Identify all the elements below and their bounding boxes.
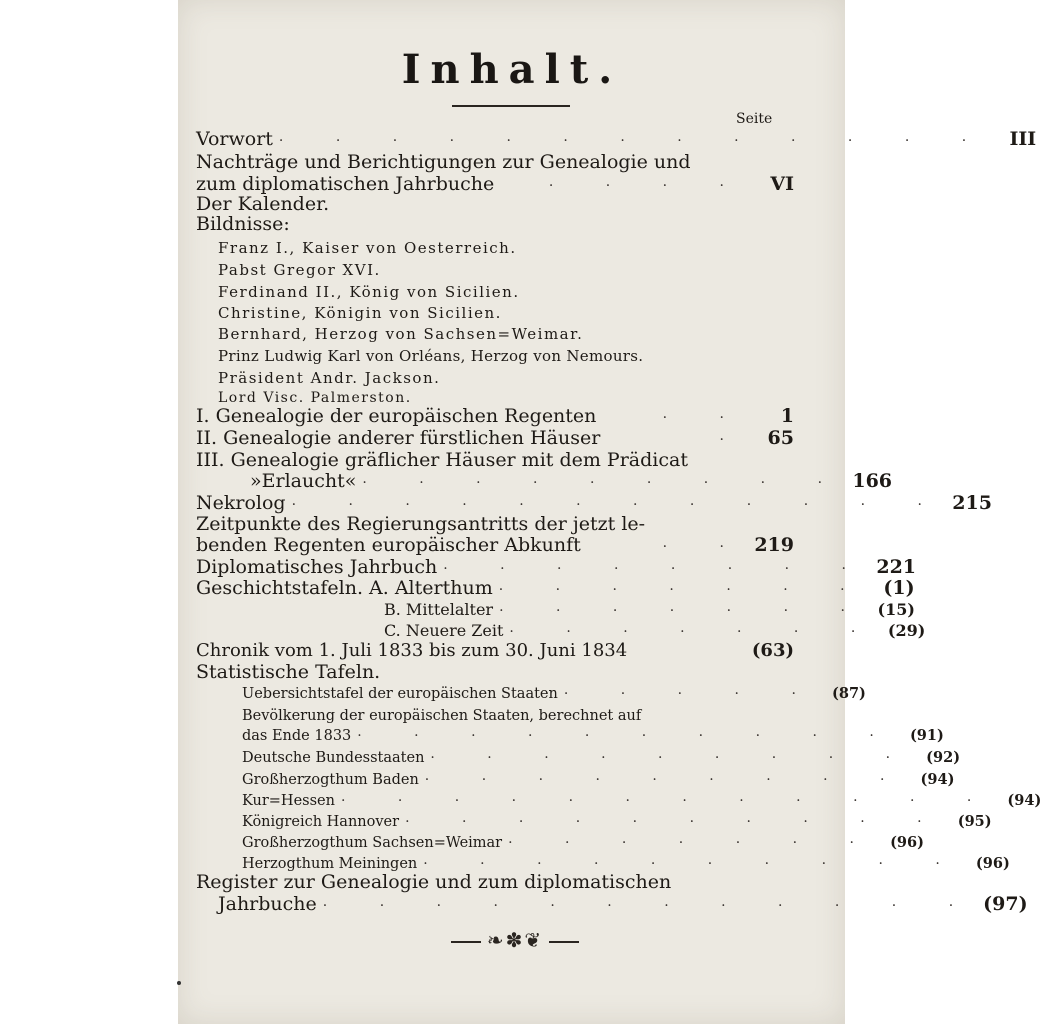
entry-text: Präsident Andr. Jackson.	[218, 369, 441, 387]
toc-entry-nachtraege	[196, 150, 794, 174]
entry-text: Nachträge und Berichtigungen zur Genealogie und	[196, 151, 691, 173]
leader-dots: · · · · · · · · · · · ·	[322, 898, 978, 914]
entry-page: 215	[952, 492, 992, 514]
entry-page: (97)	[983, 893, 1028, 915]
leader-dots: · · · · · · · · · ·	[357, 728, 898, 744]
ornament-divider: ❧✽❦	[400, 928, 630, 952]
entry-text: Chronik vom 1. Juli 1833 bis zum 30. Juni 1834	[196, 640, 628, 661]
toc-entry-geschichtstafeln-a	[196, 576, 915, 600]
entry-page: (91)	[909, 727, 944, 744]
entry-page: (87)	[832, 685, 866, 702]
entry-page: (96)	[890, 834, 924, 851]
leader-dots: · · · · · · ·	[498, 582, 869, 598]
entry-page: VI	[770, 173, 794, 195]
leader-dots: · ·	[662, 410, 748, 426]
leader-dots: ·	[719, 432, 748, 448]
entry-text: B. Mittelalter	[384, 600, 494, 619]
entry-page: III	[1009, 128, 1037, 150]
entry-text: Vorwort	[196, 128, 273, 150]
toc-entry-zeitpunkte-cont	[196, 533, 794, 557]
entry-text: Herzogthum Meiningen	[242, 856, 418, 872]
entry-text: C. Neuere Zeit	[384, 621, 504, 640]
entry-text: Großherzogthum Baden	[242, 772, 419, 788]
seite-label: Seite	[736, 111, 773, 127]
toc-entry-register-cont	[218, 892, 1028, 916]
leader-dots: · · · · · · · · ·	[424, 772, 909, 788]
entry-text: III. Genealogie gräflicher Häuser mit dem Prädicat	[196, 449, 688, 471]
ink-speck	[177, 981, 181, 985]
entry-text: Ferdinand II., König von Sicilien.	[218, 283, 520, 301]
entry-page: (94)	[1007, 792, 1041, 809]
toc-entry-genealogie-1	[196, 404, 794, 428]
leader-dots: · · · · ·	[563, 686, 820, 702]
entry-text: zum diplomatischen Jahrbuche	[196, 173, 495, 195]
entry-text: Register zur Genealogie und zum diplomatischen	[196, 871, 672, 893]
entry-page: (96)	[975, 855, 1010, 872]
entry-page: 166	[852, 470, 893, 492]
entry-page: 219	[754, 534, 794, 556]
toc-entry-genealogie-2	[196, 426, 794, 450]
entry-text: Uebersichtstafel der europäischen Staaten	[242, 686, 558, 702]
entry-page: (94)	[920, 771, 955, 788]
entry-page: 1	[780, 405, 794, 427]
entry-page: (1)	[883, 577, 915, 599]
leader-dots: · · · · · · ·	[499, 603, 869, 619]
entry-text: Diplomatisches Jahrbuch	[196, 556, 438, 578]
entry-text: Großherzogthum Sachsen=Weimar	[242, 835, 503, 851]
entry-text: Bevölkerung der europäischen Staaten, berechnet auf	[242, 708, 642, 724]
entry-text: »Erlaucht«	[250, 470, 357, 492]
toc-stat-uebersicht	[242, 682, 866, 706]
entry-page: 65	[767, 427, 794, 449]
entry-page: 221	[876, 556, 917, 578]
title-rule	[452, 105, 570, 107]
entry-text: Königreich Hannover	[242, 814, 400, 830]
entry-text: Pabst Gregor XVI.	[218, 261, 381, 279]
toc-portrait-gregor	[218, 258, 794, 282]
toc-portrait-ludwig	[218, 344, 794, 368]
entry-text: Christine, Königin von Sicilien.	[218, 304, 502, 322]
entry-text: Franz I., Kaiser von Oesterreich.	[218, 239, 517, 257]
toc-portrait-bernhard	[218, 322, 794, 346]
leader-dots: · · · · · · · · · · · ·	[340, 793, 996, 809]
toc-entry-register	[196, 870, 794, 894]
entry-text: das Ende 1833	[242, 728, 352, 744]
toc-portrait-franz	[218, 236, 794, 260]
leader-dots: · · · · · · ·	[509, 624, 880, 640]
entry-text: Nekrolog	[196, 492, 286, 514]
leader-dots: · · · · · · ·	[508, 835, 878, 851]
entry-text: Der Kalender.	[196, 193, 330, 215]
entry-text: Lord Visc. Palmerston.	[218, 390, 412, 406]
entry-text: I. Genealogie der europäischen Regenten	[196, 405, 597, 427]
entry-text: Prinz Ludwig Karl von Orléans, Herzog von Nemours.	[218, 347, 644, 365]
entry-page: (15)	[877, 600, 915, 619]
leader-dots: · · · · · · · · · ·	[423, 856, 964, 872]
entry-text: Kur=Hessen	[242, 793, 335, 809]
leader-dots: · ·	[662, 539, 748, 555]
entry-text: Bernhard, Herzog von Sachsen=Weimar.	[218, 325, 584, 343]
page-title: Inhalt.	[401, 46, 623, 93]
entry-page: (95)	[957, 813, 992, 830]
entry-text: Geschichtstafeln. A. Alterthum	[196, 577, 493, 599]
leader-dots: · · · · · · · · · ·	[405, 814, 946, 830]
entry-text: Statistische Tafeln.	[196, 661, 381, 683]
leader-dots: · · · · · · · · ·	[430, 750, 915, 766]
entry-text: Zeitpunkte des Regierungsantritts der jetzt le-	[196, 513, 646, 535]
entry-page: (63)	[751, 640, 794, 661]
entry-text: Bildnisse:	[196, 213, 290, 235]
toc-entry-erlaucht	[250, 469, 893, 493]
leader-dots: · · · ·	[548, 178, 748, 194]
entry-text: II. Genealogie anderer fürstlichen Häuser	[196, 427, 601, 449]
entry-text: benden Regenten europäischer Abkunft	[196, 534, 581, 556]
toc-entry-vorwort	[196, 127, 1037, 151]
toc-stat-bundesstaaten	[242, 746, 961, 770]
leader-dots: · · · · · · · · ·	[362, 475, 847, 491]
entry-page: (29)	[887, 621, 926, 640]
toc-entry-bildnisse	[196, 212, 794, 236]
entry-text: Jahrbuche	[218, 893, 317, 915]
entry-text: Deutsche Bundesstaaten	[242, 750, 425, 766]
leader-dots: · · · · · · · ·	[443, 561, 871, 577]
leader-dots: · · · · · · · · · · · · ·	[278, 133, 991, 149]
toc-stat-bevoelkerung-cont	[242, 724, 944, 748]
toc-entry-statistische	[196, 660, 794, 684]
leader-dots: · · · · · · · · · · · ·	[291, 497, 946, 513]
entry-page: (92)	[926, 749, 961, 766]
